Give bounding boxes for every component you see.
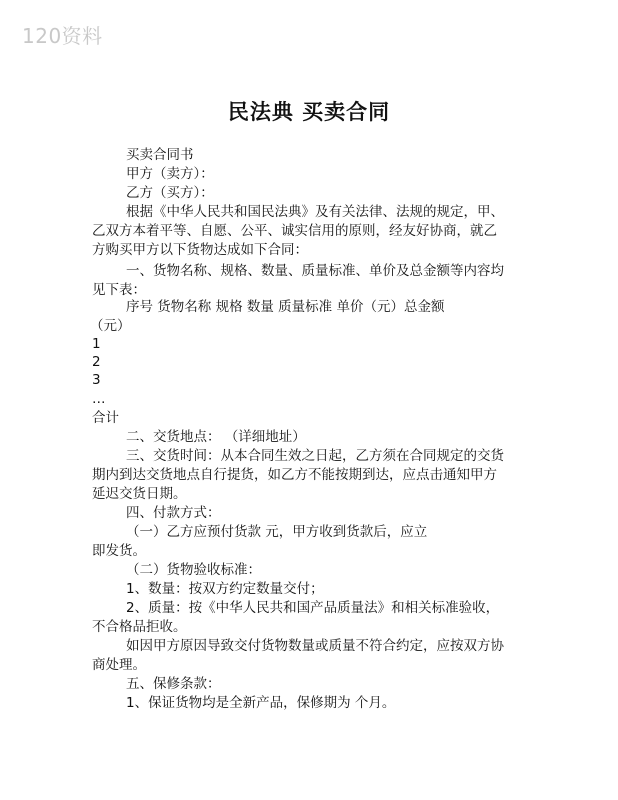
- line-table-header-cont: （元）: [90, 318, 131, 334]
- line-party-b: 乙方（买方）：: [126, 185, 214, 201]
- line-clause-2: 二、交货地点： （详细地址）: [126, 429, 306, 445]
- line-total: 合计: [92, 410, 119, 426]
- line-row-1: 1: [92, 336, 101, 352]
- line-dispute: 如因甲方原因导致交付货物数量或质量不符合约定，应按双方协: [126, 638, 504, 654]
- line-clause-1-cont: 见下表：: [92, 282, 146, 298]
- line-clause-1: 一、货物名称、规格、数量、质量标准、单价及总金额等内容均: [126, 263, 504, 279]
- line-dispute-cont: 商处理。: [92, 657, 146, 673]
- line-party-a: 甲方（卖方）：: [126, 166, 214, 182]
- line-preamble-3: 方购买甲方以下货物达成如下合同：: [92, 242, 308, 258]
- watermark: 120资料: [22, 24, 103, 48]
- line-contract-heading: 买卖合同书: [126, 147, 194, 163]
- line-row-2: 2: [92, 354, 101, 370]
- line-clause-4-2: （二）货物验收标准：: [126, 562, 261, 578]
- line-quality: 2、质量：按《中华人民共和国产品质量法》和相关标准验收，: [126, 600, 500, 616]
- line-row-ellipsis: …: [92, 391, 106, 407]
- line-warranty: 1、保证货物均是全新产品，保修期为 个月。: [126, 695, 396, 711]
- line-clause-4: 四、付款方式：: [126, 505, 221, 521]
- line-row-3: 3: [92, 372, 101, 388]
- line-quality-cont: 不合格品拒收。: [92, 619, 187, 635]
- line-quantity: 1、数量：按双方约定数量交付；: [126, 581, 324, 597]
- line-clause-5: 五、保修条款：: [126, 676, 221, 692]
- line-clause-4-1-cont: 即发货。: [92, 543, 146, 559]
- line-clause-4-1: （一）乙方应预付货款 元，甲方收到货款后，应立: [126, 524, 428, 540]
- line-preamble-1: 根据《中华人民共和国民法典》及有关法律、法规的规定，甲、: [126, 204, 504, 220]
- line-table-header: 序号 货物名称 规格 数量 质量标准 单价（元）总金额: [126, 299, 445, 315]
- line-clause-3-cont-2: 延迟交货日期。: [92, 486, 187, 502]
- line-clause-3-cont-1: 期内到达交货地点自行提货，如乙方不能按期到达，应点击通知甲方: [92, 467, 497, 483]
- line-clause-3: 三、交货时间：从本合同生效之日起，乙方须在合同规定的交货: [126, 448, 504, 464]
- line-preamble-2: 乙双方本着平等、自愿、公平、诚实信用的原则，经友好协商，就乙: [92, 223, 497, 239]
- document-title: 民法典 买卖合同: [227, 100, 391, 124]
